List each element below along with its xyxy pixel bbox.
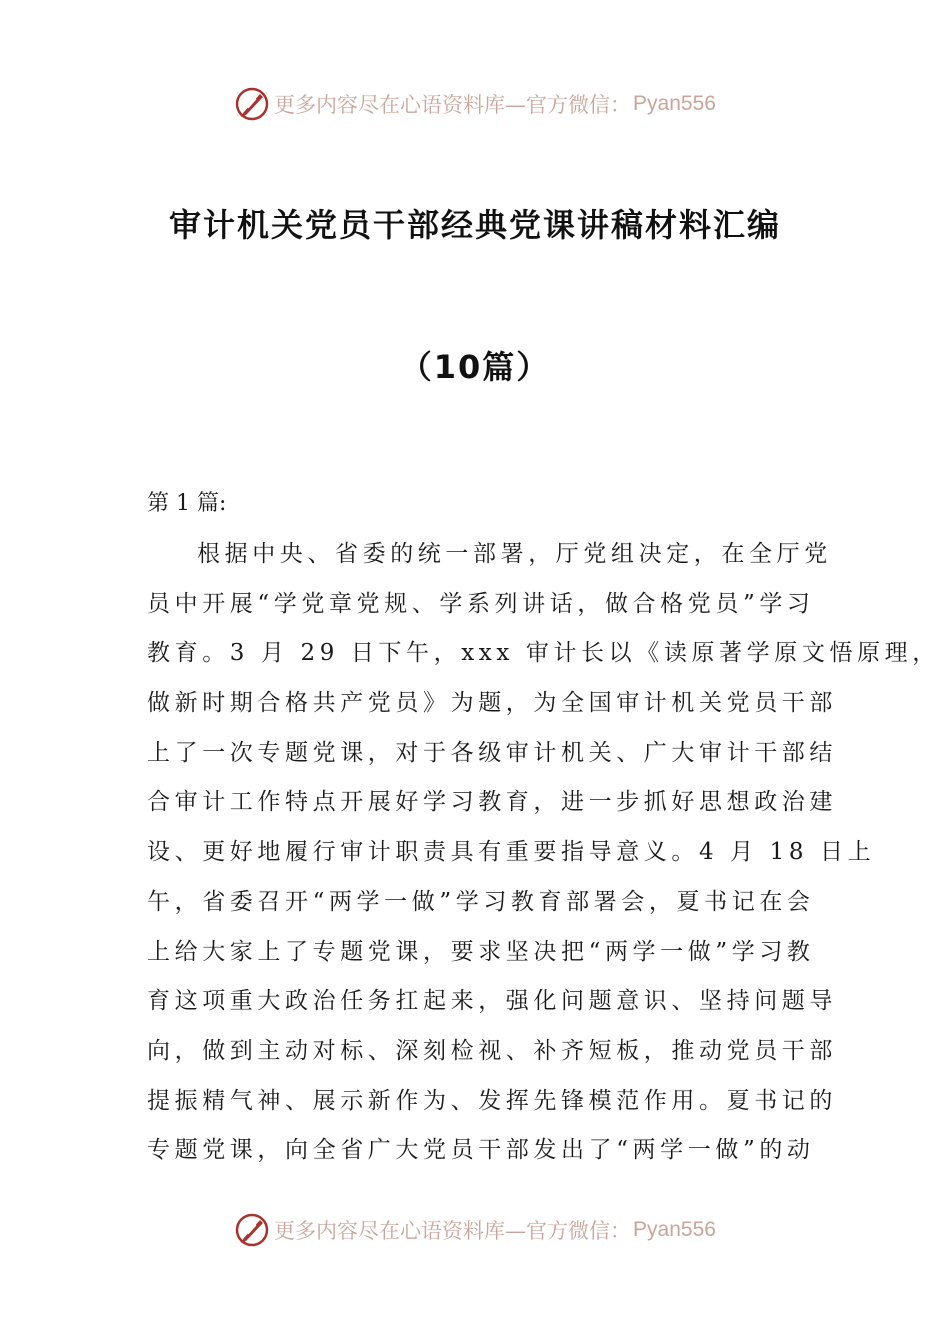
quill-logo-icon: [234, 1212, 270, 1248]
body-line: 育这项重大政治任务扛起来，强化问题意识、坚持问题导: [147, 988, 837, 1015]
quill-logo-icon: [234, 86, 270, 122]
body-line: 提振精气神、展示新作为、发挥先锋模范作用。夏书记的: [147, 1087, 837, 1114]
watermark-wechat-id: Pyan556: [633, 92, 716, 115]
body-line: 专题党课，向全省广大党员干部发出了“两学一做”的动: [147, 1137, 815, 1164]
document-title: 审计机关党员干部经典党课讲稿材料汇编: [168, 206, 781, 244]
body-line: 教育。3 月 29 日下午，xxx 审计长以《读原著学原文悟原理，: [147, 640, 940, 667]
body-line: 合审计工作特点开展好学习教育，进一步抓好思想政治建: [147, 789, 837, 816]
document-subtitle: （10篇）: [399, 348, 551, 386]
body-paragraph: [147, 530, 940, 1176]
body-line: 根据中央、省委的统一部署，厅党组决定，在全厅党: [197, 541, 832, 567]
body-line: 员中开展“学党章党规、学系列讲话，做合格党员”学习: [147, 590, 815, 617]
body-line: 上给大家上了专题党课，要求坚决把“两学一做”学习教: [147, 938, 815, 965]
body-line: 向，做到主动对标、深刻检视、补齐短板，推动党员干部: [147, 1037, 837, 1064]
body-line: 做新时期合格共产党员》为题，为全国审计机关党员干部: [147, 690, 837, 717]
watermark-text: 更多内容尽在心语资料库—官方微信：: [274, 1219, 632, 1243]
watermark-footer: [0, 1210, 950, 1250]
watermark-header: [0, 84, 950, 124]
body-line: 设、更好地履行审计职责具有重要指导意义。4 月 18 日上: [147, 839, 876, 866]
section-heading: 第 1 篇:: [147, 491, 227, 516]
body-line: 午，省委召开“两学一做”学习教育部署会，夏书记在会: [147, 888, 815, 915]
watermark-wechat-id: Pyan556: [633, 1218, 716, 1241]
body-line: 上了一次专题党课，对于各级审计机关、广大审计干部结: [147, 739, 837, 766]
watermark-text: 更多内容尽在心语资料库—官方微信：: [274, 93, 632, 117]
